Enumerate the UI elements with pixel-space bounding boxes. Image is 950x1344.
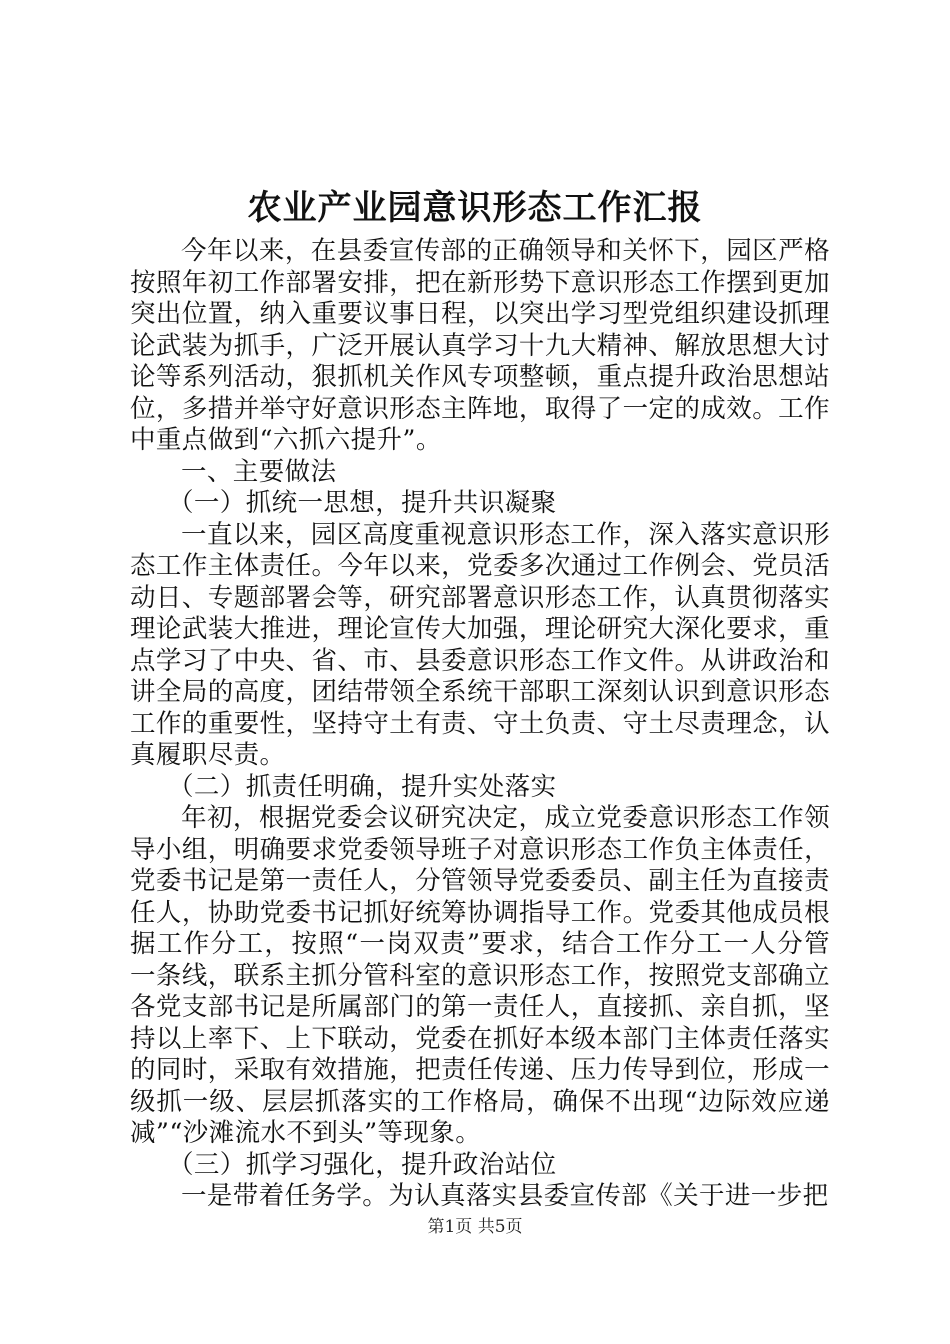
- subsection-heading-3: （三）抓学习强化，提升政治站位: [168, 1149, 557, 1180]
- subsection-body-1: 一直以来，园区高度重视意识形态工作，深入落实意识形态工作主体责任。今年以来，党委多次通过工作例会、党员活动日、专题部署会等，研究部署意识形态工作，认真贯彻落实理论武装大推进，理论宣传大加强，理论研究大深化要求，重点学习了中央、省、市、县委意识形态工作文件。从讲政治和讲全局的高度，团结带领全系统干部职工深刻认识到意识形态工作的重要性，坚持守土有责、守土负责、守土尽责理念，认真履职尽责。: [130, 519, 830, 770]
- section-heading-main-practices: 一、主要做法: [181, 456, 337, 487]
- intro-paragraph: 今年以来，在县委宣传部的正确领导和关怀下，园区严格按照年初工作部署安排，把在新形势下意识形态工作摆到更加突出位置，纳入重要议事日程，以突出学习型党组织建设抓理论武装为抓手，广泛开展认真学习十九大精神、解放思想大讨论等系列活动，狠抓机关作风专项整顿，重点提升政治思想站位，多措并举守好意识形态主阵地，取得了一定的成效。工作中重点做到“六抓六提升”。: [130, 236, 830, 455]
- subsection-body-2: 年初，根据党委会议研究决定，成立党委意识形态工作领导小组，明确要求党委领导班子对意识形态工作负主体责任，党委书记是第一责任人，分管领导党委委员、副主任为直接责任人，协助党委书记抓好统筹协调指导工作。党委其他成员根据工作分工，按照“一岗双责”要求，结合工作分工一人分管一条线，联系主抓分管科室的意识形态工作，按照党支部确立各党支部书记是所属部门的第一责任人，直接抓、亲自抓，坚持以上率下、上下联动，党委在抓好本级本部门主体责任落实的同时，采取有效措施，把责任传递、压力传导到位，形成一级抓一级、层层抓落实的工作格局，确保不出现“边际效应递减”“沙滩流水不到头”等现象。: [130, 803, 830, 1148]
- document-body: [130, 236, 830, 1213]
- page-footer: 第1页 共5页: [427, 1217, 523, 1237]
- subsection-heading-2: （二）抓责任明确，提升实处落实: [168, 771, 557, 802]
- subsection-body-3: 一是带着任务学。为认真落实县委宣传部《关于进一步把: [181, 1181, 829, 1211]
- subsection-heading-1: （一）抓统一思想，提升共识凝聚: [168, 488, 557, 518]
- document-title: 农业产业园意识形态工作汇报: [247, 188, 703, 228]
